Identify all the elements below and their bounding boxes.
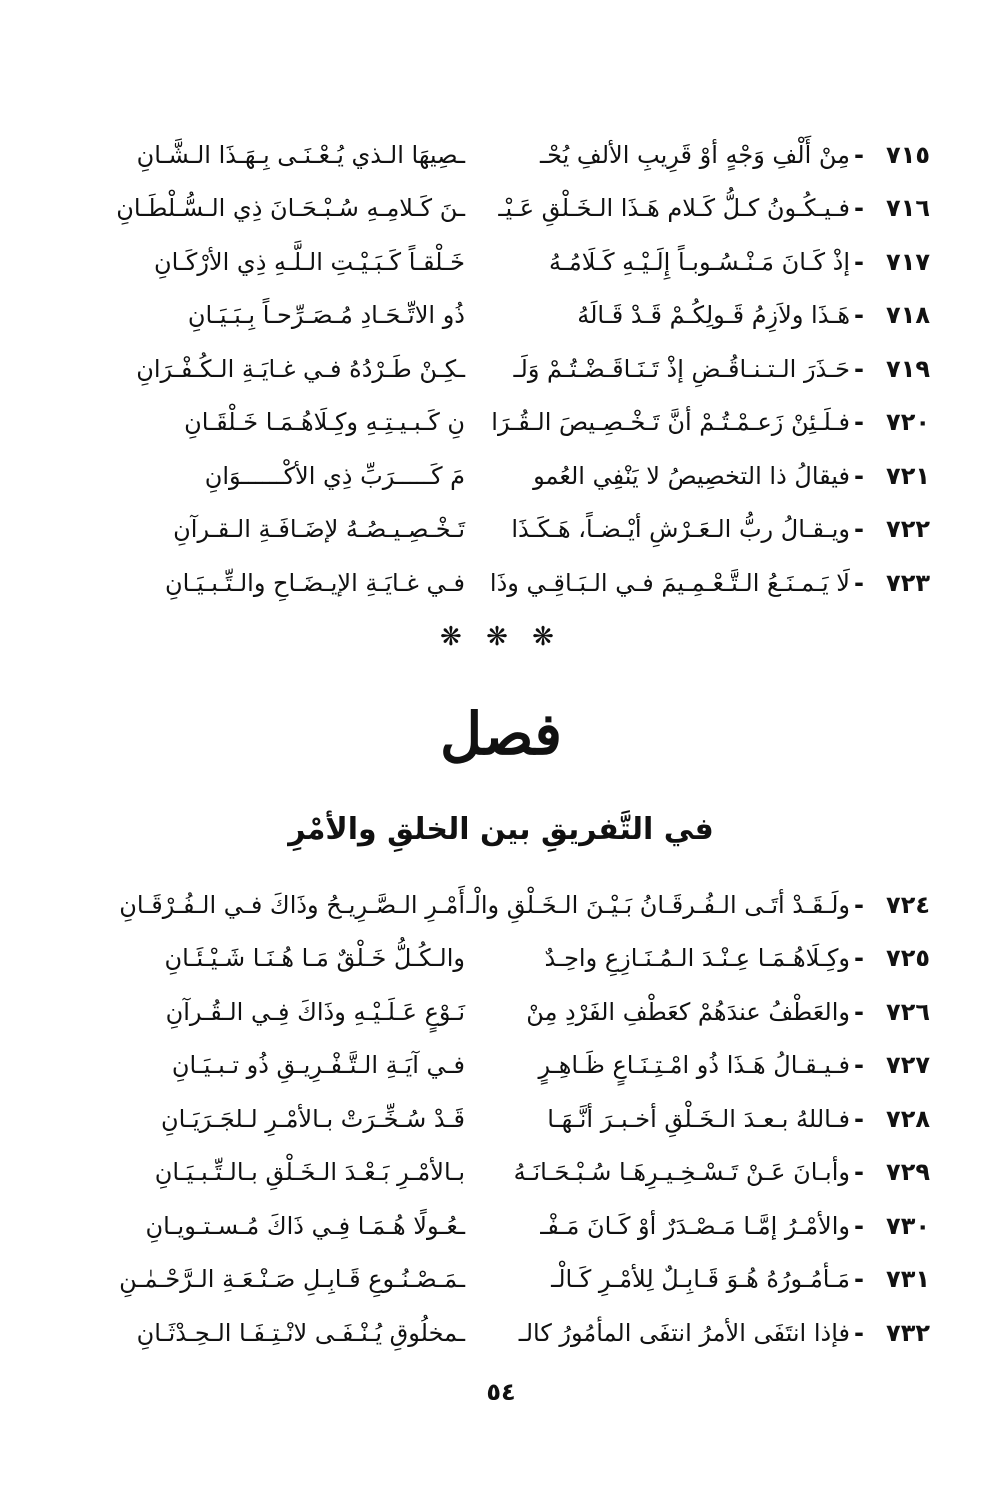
- verse-row: [50, 932, 930, 986]
- verse-number: ٧٢٠: [886, 408, 930, 437]
- verse-dash: -: [854, 140, 864, 169]
- verse-dash: -: [854, 1051, 864, 1080]
- verse-dash: -: [854, 890, 864, 919]
- verse-dash: -: [854, 354, 864, 383]
- verse-dash: -: [854, 194, 864, 223]
- verse-number: ٧٣٠: [886, 1211, 930, 1240]
- verse-row: [50, 1146, 930, 1200]
- verse-first-hemistich: حَـذَرَ الـتـنـاقُـضِ إذْ تَـنَـاقَـضْـتُـمْ وَلَـ: [513, 354, 850, 383]
- verse-first-hemistich: ولَـقَـدْ أتَـى الـفُـرقَـانُ بَـيْـنَ الـخَـلْقِ والْـ: [466, 890, 850, 919]
- verse-dash: -: [854, 515, 864, 544]
- verse-number: ٧٢٦: [886, 997, 930, 1026]
- verse-dash: -: [854, 1211, 864, 1240]
- section-subheading: في التَّفريقِ بين الخلقِ والأمْرِ: [288, 812, 714, 847]
- verse-number: ٧١٦: [886, 194, 930, 223]
- verse-first-hemistich: فـاللهُ بـعـدَ الـخَـلْقِ أخـبـرَ أنَّـهَـا: [547, 1104, 850, 1133]
- verse-first-hemistich: إذْ كَـانَ مَـنْـسُـوبـاً إِلَـيْـهِ كَـلَامُـهُ: [549, 247, 850, 276]
- verse-dash: -: [854, 568, 864, 597]
- verse-row: [50, 289, 930, 343]
- verse-first-hemistich: فـلَـئِنْ زَعـمْـتُـمْ أنَّ تَـخْـصِـيصَ الـقُـرَا: [491, 408, 850, 437]
- verse-dash: -: [854, 1158, 864, 1187]
- verse-second-hemistich: ـنَ كَـلامِـهِ سُـبْـحَـانَ ذِي الـسُّـلْطَـانِ: [116, 194, 465, 223]
- verse-second-hemistich: ـعُـولًا هُـمَـا فِـي ذَاكَ مُـسـتـويـانِ: [145, 1211, 465, 1240]
- verse-number: ٧٢٨: [886, 1104, 930, 1133]
- verse-dash: -: [854, 301, 864, 330]
- verse-second-hemistich: تَـخْـصِـيـصُـهُ لإضَـافَـةِ الـقـرآنِ: [173, 515, 465, 544]
- verse-number: ٧٣٢: [886, 1318, 930, 1347]
- verse-row: [50, 1253, 930, 1307]
- verse-second-hemistich: مَ كَـــــرَبِّ ذِي الأكْــــــوَانِ: [204, 461, 465, 490]
- verse-row: [50, 342, 930, 396]
- verse-row: [50, 503, 930, 557]
- verse-second-hemistich: ـمَـصْـنُـوعِ قَـابِـلِ صَـنْـعَـةِ الـرَّحْـمٰـنِ: [119, 1265, 465, 1294]
- verse-first-hemistich: والعَطْفُ عندَهُمْ كعَطْفِ الفَرْدِ مِنْ: [526, 997, 850, 1026]
- verse-first-hemistich: لَا يَـمـنَـعُ الـتَّـعْـمِـيمَ فـي الـبَـاقِـي وذَا: [489, 568, 850, 597]
- verse-row: [50, 182, 930, 236]
- verse-second-hemistich: نِ كَـبـيـتِـهِ وكِـلَاهُـمَـا خَـلْقَـانِ: [184, 408, 465, 437]
- verse-number: ٧١٥: [886, 140, 930, 169]
- verse-block-top: [50, 128, 930, 610]
- verse-second-hemistich: ـمخلُوقِ يُـنْـفَـى لانْـتِـفَـا الـحِـدْثَـانِ: [136, 1318, 465, 1347]
- verse-second-hemistich: بـالأمْـرِ بَـعْـدَ الـخَـلْقِ بـالـتِّـبـيَـانِ: [154, 1158, 465, 1187]
- verse-second-hemistich: والـكُـلُّ خَـلْقٌ مَـا هُـنَـا شَـيْـئَـانِ: [164, 944, 465, 973]
- verse-dash: -: [854, 247, 864, 276]
- verse-number: ٧٢٤: [886, 890, 930, 919]
- verse-second-hemistich: فـي غـايَـةِ الإيـضَـاحِ والـتِّـبـيَـانِ: [165, 568, 465, 597]
- verse-row: [50, 449, 930, 503]
- verse-number: ٧١٧: [886, 247, 930, 276]
- verse-row: [50, 128, 930, 182]
- verse-number: ٧١٩: [886, 354, 930, 383]
- verse-number: ٧٢٥: [886, 944, 930, 973]
- section-divider-stars: ❋ ❋ ❋: [440, 622, 562, 652]
- verse-number: ٧١٨: [886, 301, 930, 330]
- verse-row: [50, 396, 930, 450]
- verse-second-hemistich: أَمْـرِ الـصَّـرِيـحُ وذَاكَ فـي الـفُـرْقَـانِ: [119, 890, 465, 919]
- verse-number: ٧٢٩: [886, 1158, 930, 1187]
- verse-number: ٧٣١: [886, 1265, 930, 1294]
- verse-first-hemistich: فـيـكُـونُ كـلُّ كَـلام هَـذَا الـخَـلْقِ عَـيْـ: [498, 194, 850, 223]
- verse-first-hemistich: ويـقـالُ ربُّ الـعَـرْشِ أيْـضـاً، هَـكَـذَا: [511, 515, 850, 544]
- section-heading: فصل: [440, 700, 562, 768]
- verse-row: [50, 985, 930, 1039]
- verse-dash: -: [854, 944, 864, 973]
- verse-row: [50, 235, 930, 289]
- verse-dash: -: [854, 461, 864, 490]
- verse-row: [50, 1092, 930, 1146]
- verse-dash: -: [854, 997, 864, 1026]
- verse-number: ٧٢٢: [886, 515, 930, 544]
- verse-number: ٧٢٧: [886, 1051, 930, 1080]
- verse-row: [50, 1039, 930, 1093]
- verse-second-hemistich: خَـلْقـاً كَـبَـيْـتِ الـلَّـهِ ذِي الأرْكَـانِ: [153, 247, 465, 276]
- verse-second-hemistich: ـصِيهَا الـذي يُـعْـنَـى بِـهَـذَا الـشَّـانِ: [136, 140, 465, 169]
- verse-first-hemistich: فيقالُ ذا التخصِيصُ لا يَنْفِي العُمو: [533, 461, 850, 490]
- verse-first-hemistich: مِنْ أَلْفِ وَجْهٍ أوْ قَرِيبِ الألفِ يُحْـ: [540, 140, 850, 169]
- verse-second-hemistich: ذُو الاتِّـحَـادِ مُـصَـرِّحـاً بِـبَـيَـانِ: [187, 301, 465, 330]
- verse-second-hemistich: فـي آيَـةِ الـتَّـفْـرِيـقِ ذُو تـبـيَـانِ: [171, 1051, 465, 1080]
- verse-dash: -: [854, 1265, 864, 1294]
- verse-row: [50, 1306, 930, 1360]
- verse-row: [50, 556, 930, 610]
- verse-row: [50, 1199, 930, 1253]
- verse-second-hemistich: نَـوْعٍ عَـلَـيْـهِ وذَاكَ فِـي الـقُـرآنِ: [165, 997, 465, 1026]
- verse-first-hemistich: وأبـانَ عَـنْ تَـسْـخِـيـرِهَـا سُـبْـحَـانَـهُ: [513, 1158, 850, 1187]
- verse-first-hemistich: هَـذَا ولاَزِمُ قَـولِكُـمْ قَـدْ قَـالَهُ: [577, 301, 850, 330]
- verse-second-hemistich: قَـدْ سُـخِّـرَتْ بـالأمْـرِ لـلجَـرَيَـانِ: [160, 1104, 465, 1133]
- verse-dash: -: [854, 1318, 864, 1347]
- verse-first-hemistich: فإذا انتَفَى الأمرُ انتفَى المأمُورُ كالـ: [518, 1318, 850, 1347]
- verse-dash: -: [854, 408, 864, 437]
- verse-second-hemistich: ـكِـنْ طَـرْدُهُ فـي غـايَـةِ الـكُـفْـرَانِ: [136, 354, 465, 383]
- page-number: ٥٤: [486, 1378, 516, 1406]
- verse-number: ٧٢١: [886, 461, 930, 490]
- verse-dash: -: [854, 1104, 864, 1133]
- verse-row: [50, 878, 930, 932]
- verse-first-hemistich: وكِـلَاهُـمَـا عِـنْـدَ الـمُـنَـازِعِ واحِـدٌ: [544, 944, 850, 973]
- verse-block-bottom: [50, 878, 930, 1360]
- verse-number: ٧٢٣: [886, 568, 930, 597]
- verse-first-hemistich: مَـأمُـورُهُ هُـوَ قَـابِـلٌ لِلأمْـرِ كَـالْـ: [551, 1265, 850, 1294]
- verse-first-hemistich: والأمْـرُ إمَّـا مَـصْـدَرٌ أوْ كَـانَ مَـفْـ: [540, 1211, 850, 1240]
- verse-first-hemistich: فـيـقـالُ هَـذَا ذُو امْـتِـنَـاعٍ ظَـاهِـرٍ: [538, 1051, 850, 1080]
